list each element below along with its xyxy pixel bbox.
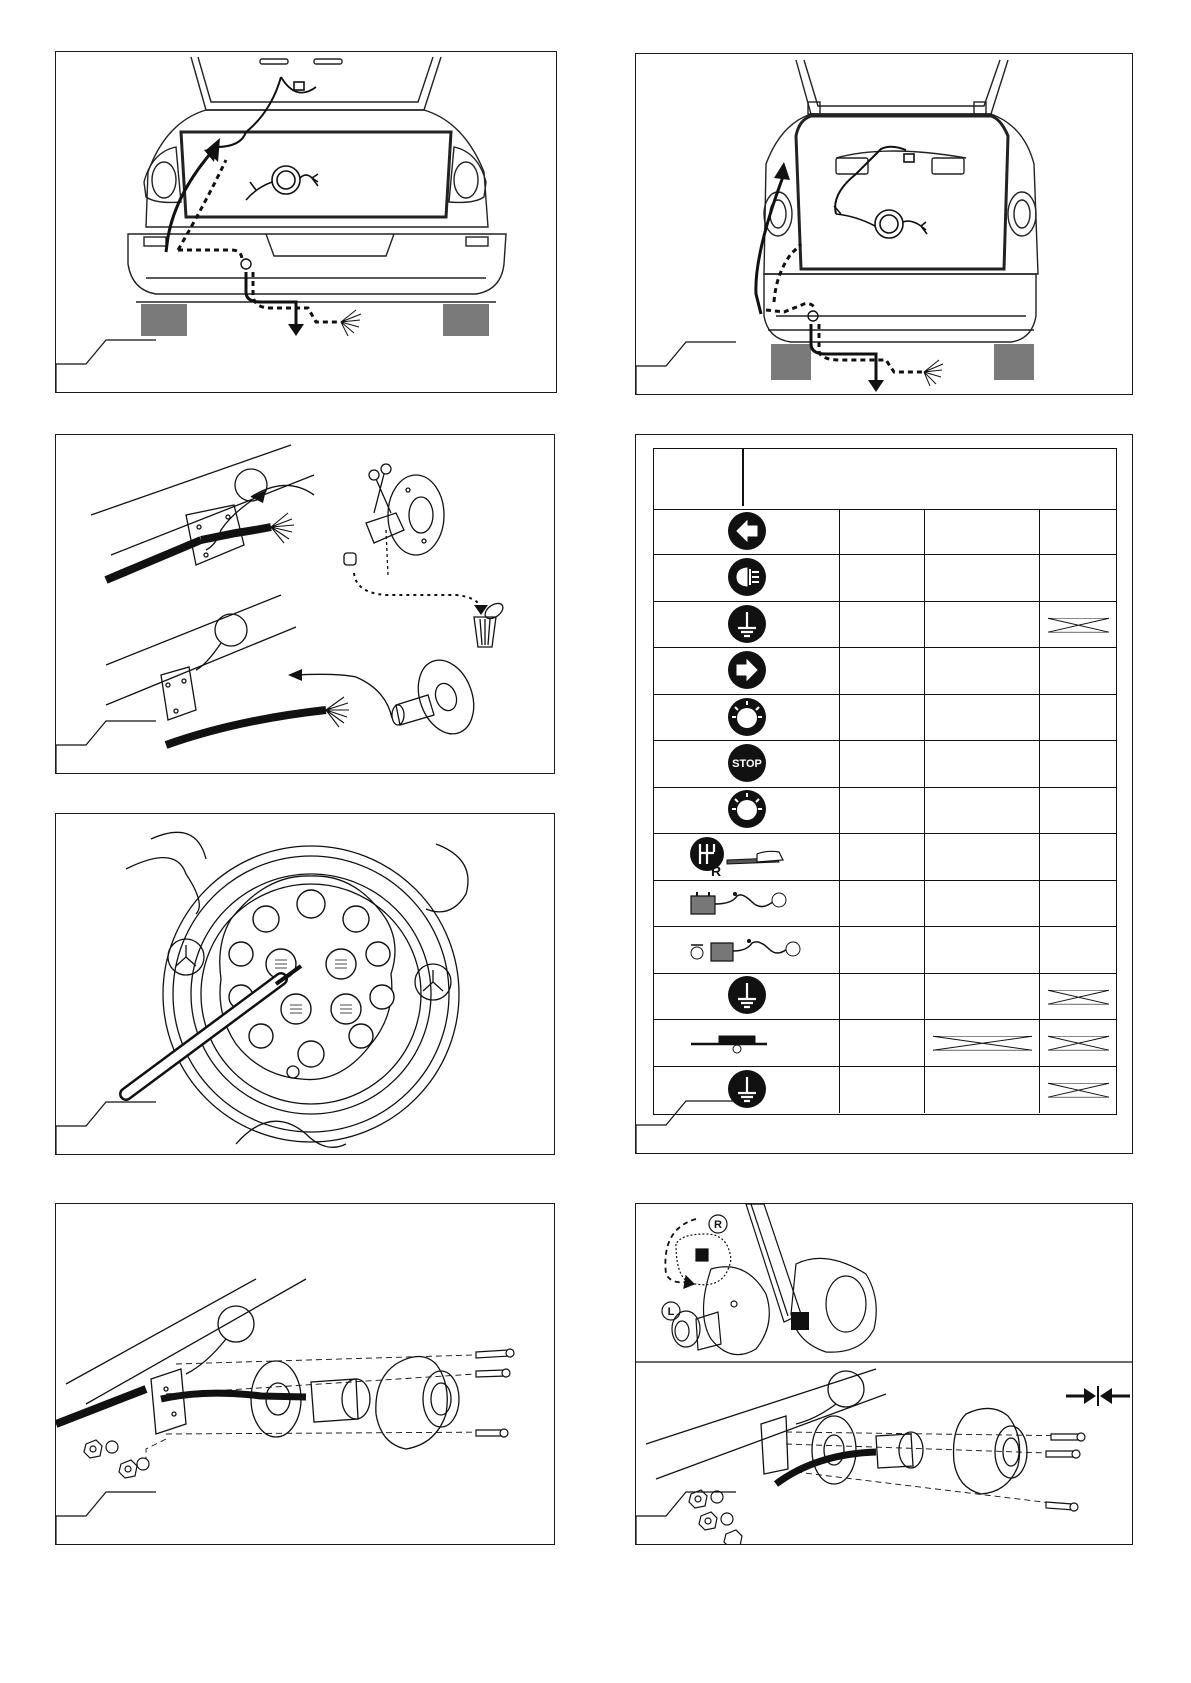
table-cell xyxy=(1039,974,1116,1019)
table-cell xyxy=(839,927,924,972)
table-cell xyxy=(839,741,924,786)
panel-number-tab xyxy=(56,1102,156,1155)
cross-mark xyxy=(1040,1067,1117,1113)
sedan-rear-illustration xyxy=(56,52,557,393)
table-cell xyxy=(1039,788,1116,833)
table-row xyxy=(654,1020,1116,1066)
cover-orientation-illustration xyxy=(636,1204,1133,1545)
wiring-assignment-table xyxy=(653,448,1117,1115)
table-cell xyxy=(839,974,924,1019)
table-row xyxy=(654,881,1116,927)
table-cell xyxy=(924,695,1039,740)
panel-number-tab xyxy=(56,721,156,774)
table-row xyxy=(654,834,1116,880)
table-cell xyxy=(1039,648,1116,693)
table-cell xyxy=(1039,881,1116,926)
table-cell xyxy=(1039,695,1116,740)
table-cell xyxy=(839,881,924,926)
table-cell xyxy=(839,788,924,833)
stop-light-icon xyxy=(654,741,839,786)
table-cell xyxy=(1039,1067,1116,1113)
table-header xyxy=(654,449,1116,510)
table-cell xyxy=(839,1020,924,1065)
table-cell xyxy=(924,974,1039,1019)
table-cell xyxy=(1039,555,1116,600)
table-row xyxy=(654,555,1116,601)
panel-hatchback-wiring xyxy=(635,53,1133,395)
table-cell xyxy=(839,695,924,740)
panel-cable-through-plate xyxy=(55,434,555,774)
table-cell xyxy=(1039,927,1116,972)
table-cell xyxy=(924,834,1039,879)
table-row xyxy=(654,509,1116,555)
panel-cover-orientation xyxy=(635,1203,1133,1545)
table-cell xyxy=(924,1020,1039,1065)
table-cell xyxy=(924,881,1039,926)
ground-icon xyxy=(654,974,839,1019)
tail-light-icon xyxy=(654,695,839,740)
cable-plate-illustration xyxy=(56,435,555,774)
reverse-light-icon xyxy=(654,834,839,879)
sensor-icon xyxy=(654,1020,839,1065)
table-row xyxy=(654,927,1116,973)
turn-right-icon xyxy=(654,648,839,693)
exploded-assembly-illustration xyxy=(56,1204,555,1545)
table-cell xyxy=(839,509,924,554)
hatchback-rear-illustration xyxy=(636,54,1133,395)
stop-label: STOP xyxy=(731,758,762,771)
panel-socket-screwdriver xyxy=(55,813,555,1155)
table-row xyxy=(654,695,1116,741)
table-cell xyxy=(924,509,1039,554)
panel-exploded-assembly xyxy=(55,1203,555,1545)
table-cell xyxy=(924,788,1039,833)
table-cell xyxy=(1039,509,1116,554)
cross-mark xyxy=(1040,1020,1117,1066)
panel-number-tab xyxy=(56,1492,156,1545)
table-row xyxy=(654,648,1116,694)
ground-icon xyxy=(654,1067,839,1113)
table-cell xyxy=(924,1067,1039,1113)
cross-mark xyxy=(925,1020,1040,1066)
battery-ignition-icon xyxy=(654,927,839,972)
rear-fog-light-icon xyxy=(654,555,839,600)
battery-permanent-icon xyxy=(654,881,839,926)
table-cell xyxy=(1039,834,1116,879)
panel-number-tab xyxy=(56,340,156,393)
header-divider xyxy=(742,449,744,506)
table-row xyxy=(654,602,1116,648)
svg-text:L: L xyxy=(667,1306,675,1318)
table-cell xyxy=(839,555,924,600)
svg-text:R: R xyxy=(714,1219,722,1231)
cross-mark xyxy=(1040,602,1117,648)
table-cell xyxy=(839,834,924,879)
table-row xyxy=(654,1067,1116,1113)
table-cell xyxy=(1039,1020,1116,1065)
table-cell xyxy=(924,927,1039,972)
socket-pins-illustration xyxy=(56,814,555,1155)
table-cell xyxy=(839,602,924,647)
table-row xyxy=(654,741,1116,787)
table-cell xyxy=(1039,741,1116,786)
table-cell xyxy=(924,602,1039,647)
turn-left-icon xyxy=(654,509,839,554)
panel-sedan-wiring xyxy=(55,51,557,393)
table-row xyxy=(654,788,1116,834)
reverse-label: R xyxy=(710,862,721,878)
ground-icon xyxy=(654,602,839,647)
table-row xyxy=(654,974,1116,1020)
table-cell xyxy=(839,1067,924,1113)
cross-mark xyxy=(1040,974,1117,1020)
tail-light-icon xyxy=(654,788,839,833)
table-cell xyxy=(924,648,1039,693)
table-cell xyxy=(1039,602,1116,647)
table-cell xyxy=(924,741,1039,786)
panel-number-tab xyxy=(636,342,736,395)
table-cell xyxy=(839,648,924,693)
table-cell xyxy=(924,555,1039,600)
